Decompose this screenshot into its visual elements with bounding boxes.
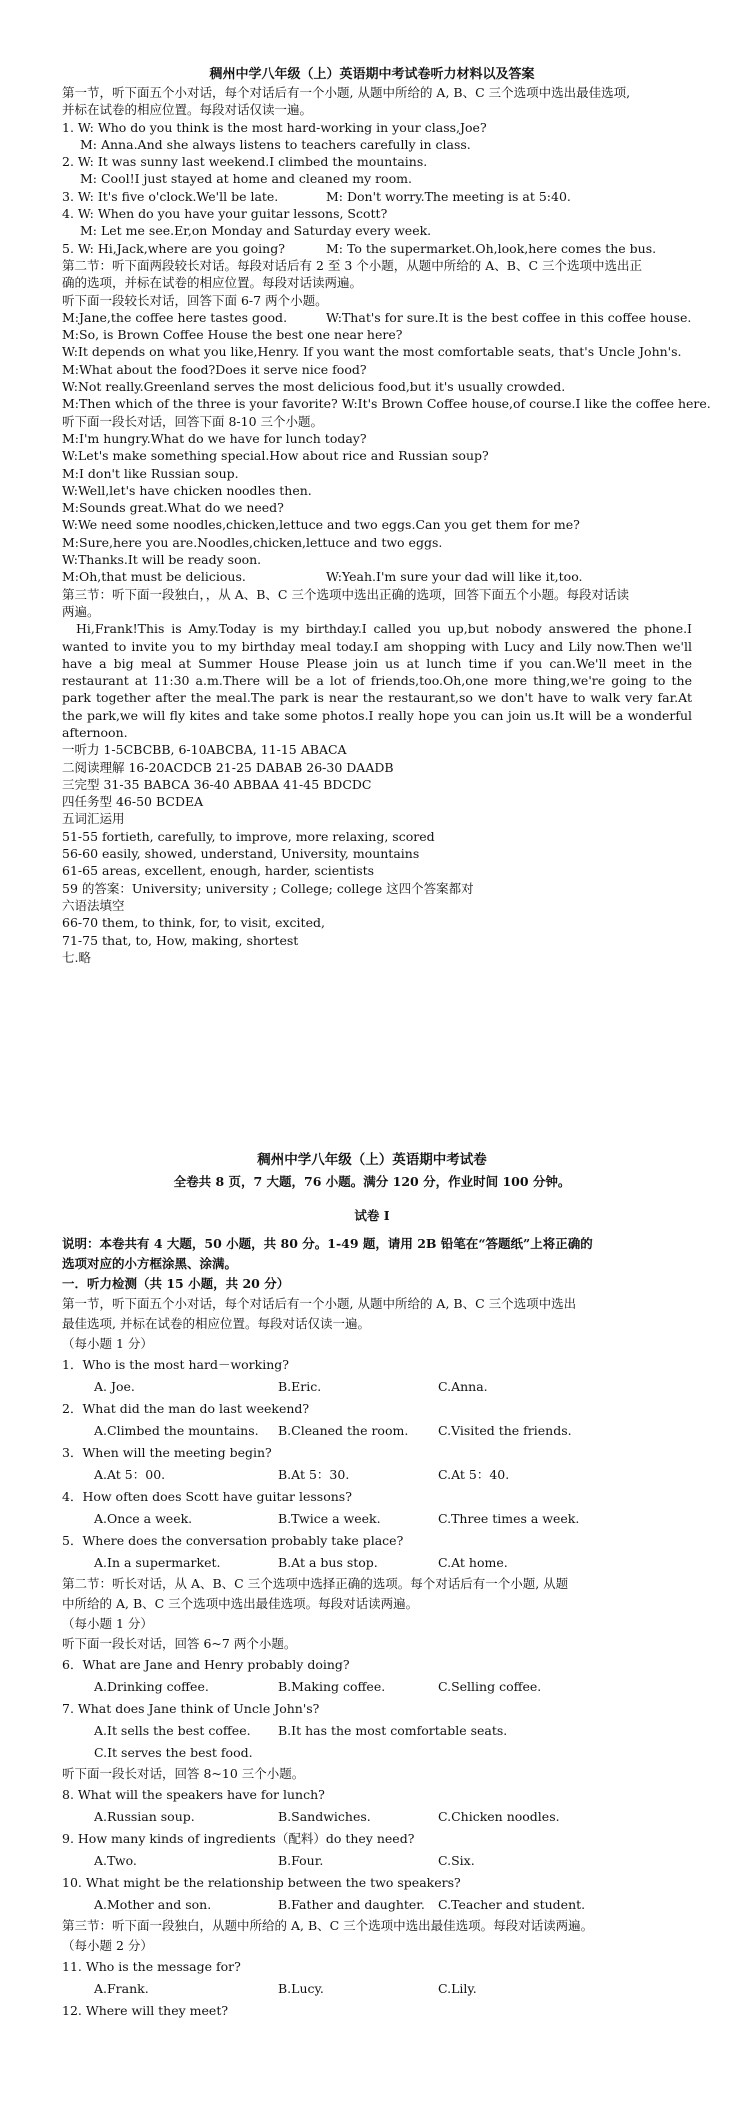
question-text: 11. Who is the message for?	[62, 1959, 241, 1974]
option-c[interactable]: C.Lily.	[438, 1981, 477, 1996]
option-a[interactable]: A.Russian soup.	[94, 1809, 195, 1824]
paper-label: 试卷 I	[354, 1208, 390, 1223]
question-text: 2．What did the man do last weekend?	[62, 1401, 310, 1416]
question-text: 7. What does Jane think of Uncle John's?	[62, 1701, 320, 1716]
question-text: 1．Who is the most hard－working?	[62, 1357, 289, 1372]
dialogue-line: W:Thanks.It will be ready soon.	[62, 552, 262, 568]
monologue-text: Hi,Frank!This is Amy.Today is my birthday.I called you up,but nobody answered the phone.I wanted to invite you to my birthday meal today.I am shopping with Lucy and Lily now.Then we'll have a big meal at Summer House Please join us at lunch time if you can.We'll meet in the restaurant at 11:30 a.m.There will be a lot of friends,too.Oh,one more thing,we're going to the park together after the meal.The park is near the restaurant,so we don't have to walk very far.At the park,we will fly kites and take some photos.I really hope you can join us.It will be a wonderful afternoon.	[62, 621, 692, 740]
option-a[interactable]: A.Climbed the mountains.	[94, 1423, 259, 1438]
dialogue-m: M:Oh,that must be delicious.	[62, 569, 246, 585]
exam-page	[0, 1148, 744, 2022]
dialogue-line: 1. W: Who do you think is the most hard-working in your class,Joe?	[62, 119, 487, 135]
answer-line: 二阅读理解 16-20ACDCB 21-25 DABAB 26-30 DAADB	[62, 759, 394, 775]
question-text: 4．How often does Scott have guitar lessons?	[62, 1489, 352, 1504]
dialogue-line: M: Cool!I just stayed at home and cleaned my room.	[80, 171, 412, 187]
option-c[interactable]: C.Chicken noodles.	[438, 1809, 560, 1824]
text-line: 第三节：听下面一段独白，，从 A、B、C 三个选项中选出正确的选项，回答下面五个小题。每段对话读	[62, 586, 629, 602]
option-c[interactable]: C.Six.	[438, 1853, 475, 1868]
option-c[interactable]: C.Teacher and student.	[438, 1897, 586, 1912]
question-text: 12. Where will they meet?	[62, 2003, 229, 2018]
text-line: 确的选项，并标在试卷的相应位置。每段对话读两遍。	[62, 275, 363, 291]
text-line: 两遍。	[62, 603, 100, 619]
dialogue-line: W:Not really.Greenland serves the most delicious food,but it's usually crowded.	[62, 379, 566, 395]
text-line: （每小题 2 分）	[62, 1938, 153, 1953]
dialogue-line	[62, 309, 692, 326]
options-row	[94, 1720, 744, 1742]
dialogue-line	[62, 188, 692, 205]
options-row	[94, 1806, 744, 1828]
text-line: 听下面一段长对话，回答下面 8-10 三个小题。	[62, 413, 324, 429]
dialogue-m: M: To the supermarket.Oh,look,here comes the bus.	[326, 240, 657, 256]
dialogue-w: 3. W: It's five o'clock.We'll be late.	[62, 188, 279, 204]
option-b[interactable]: B.At 5：30.	[278, 1467, 350, 1482]
option-b[interactable]: B.Father and daughter.	[278, 1897, 425, 1912]
options-row	[94, 1676, 744, 1698]
dialogue-line: W:Well,let's have chicken noodles then.	[62, 482, 312, 498]
option-a[interactable]: A.Once a week.	[94, 1511, 193, 1526]
option-b[interactable]: B.Twice a week.	[278, 1511, 381, 1526]
answer-line: 六语法填空	[62, 897, 125, 913]
question-text: 6．What are Jane and Henry probably doing?	[62, 1657, 350, 1672]
options-row	[94, 1508, 744, 1530]
text-line: 第二节：听长对话，从 A、B、C 三个选项中选择正确的选项。每个对话后有一个小题, 从题	[62, 1576, 569, 1591]
option-a[interactable]: A.Drinking coffee.	[94, 1679, 209, 1694]
option-b[interactable]: B.Four.	[278, 1853, 324, 1868]
dialogue-line: 2. W: It was sunny last weekend.I climbed the mountains.	[62, 154, 428, 170]
answer-line: 71-75 that, to, How, making, shortest	[62, 932, 299, 948]
answer-line: 51-55 fortieth, carefully, to improve, more relaxing, scored	[62, 828, 435, 844]
dialogue-m: M: Don't worry.The meeting is at 5:40.	[326, 188, 571, 204]
text-line: 最佳选项, 并标在试卷的相应位置。每段对话仅读一遍。	[62, 1316, 370, 1331]
text-line: 第二节：听下面两段较长对话。每段对话后有 2 至 3 个小题，从题中所给的 A、B、C 三个选项中选出正	[62, 257, 643, 273]
text-line: 第三节：听下面一段独白，从题中所给的 A, B、C 三个选项中选出最佳选项。每段对话读两遍。	[62, 1918, 594, 1933]
answer-line: 56-60 easily, showed, understand, University, mountains	[62, 846, 420, 862]
question-list	[0, 1354, 744, 1574]
answer-line: 五词汇运用	[62, 811, 125, 827]
dialogue-line: W:Let's make something special.How about rice and Russian soup?	[62, 448, 489, 464]
instructions: 选项对应的小方框涂黑、涂满。	[62, 1256, 238, 1271]
question-text: 3．When will the meeting begin?	[62, 1445, 272, 1460]
option-a[interactable]: A.Frank.	[94, 1981, 149, 1996]
text-line: 听下面一段长对话，回答 8~10 三个小题。	[62, 1766, 305, 1781]
option-b[interactable]: B.It has the most comfortable seats.	[278, 1723, 508, 1738]
dialogue-m: M:Jane,the coffee here tastes good.	[62, 309, 288, 325]
answer-line: 59 的答案：University; university ; College; college 这四个答案都对	[62, 880, 474, 896]
text-line: 中所给的 A, B、C 三个选项中选出最佳选项。每段对话读两遍。	[62, 1596, 419, 1611]
dialogue-line: M:What about the food?Does it serve nice food?	[62, 361, 367, 377]
dialogue-line: M:Sure,here you are.Noodles,chicken,lettuce and two eggs.	[62, 534, 443, 550]
options-row	[94, 1420, 744, 1442]
exam-title: 稠州中学八年级（上）英语期中考试卷	[257, 1152, 487, 1168]
dialogue-line: 4. W: When do you have your guitar lessons, Scott?	[62, 206, 388, 222]
option-c[interactable]: C.Anna.	[438, 1379, 488, 1394]
answer-line: 61-65 areas, excellent, enough, harder, scientists	[62, 863, 375, 879]
option-b[interactable]: B.Making coffee.	[278, 1679, 386, 1694]
dialogue-line: M: Let me see.Er,on Monday and Saturday every week.	[80, 223, 432, 239]
text-line: 并标在试卷的相应位置。每段对话仅读一遍。	[62, 102, 313, 118]
option-c[interactable]: C.Selling coffee.	[438, 1679, 542, 1694]
dialogue-line	[62, 568, 692, 585]
options-row	[94, 1978, 744, 2000]
answer-key-page	[0, 66, 744, 966]
option-c[interactable]: C.Visited the friends.	[438, 1423, 572, 1438]
instructions: 说明：本卷共有 4 大题，50 小题，共 80 分。1-49 题，请用 2B 铅笔在“答题纸”上将正确的	[62, 1236, 593, 1251]
text-line: 听下面一段较长对话，回答下面 6-7 两个小题。	[62, 292, 328, 308]
text-line: 听下面一段长对话，回答 6~7 两个小题。	[62, 1636, 297, 1651]
dialogue-line: W:We need some noodles,chicken,lettuce and two eggs.Can you get them for me?	[62, 517, 580, 533]
option-b[interactable]: B.At a bus stop.	[278, 1555, 378, 1570]
option-a[interactable]: A.In a supermarket.	[94, 1555, 221, 1570]
dialogue-line: M:Then which of the three is your favorite? W:It's Brown Coffee house,of course.I like the coffee here.	[62, 396, 711, 412]
options-row	[94, 1850, 744, 1872]
question-list	[0, 1784, 744, 1916]
option-a[interactable]: A.At 5：00.	[94, 1467, 166, 1482]
dialogue-line: M: Anna.And she always listens to teachers carefully in class.	[80, 136, 471, 152]
question-text: 5．Where does the conversation probably take place?	[62, 1533, 404, 1548]
dialogue-w: W:That's for sure.It is the best coffee in this coffee house.	[326, 309, 692, 325]
text-line: 第一节，听下面五个小对话，每个对话后有一个小题, 从题中所给的 A, B、C 三个选项中选出最佳选项,	[62, 85, 631, 100]
option-a[interactable]: A.It sells the best coffee.	[94, 1723, 251, 1738]
option-b[interactable]: B.Sandwiches.	[278, 1809, 371, 1824]
dialogue-w: 5. W: Hi,Jack,where are you going?	[62, 240, 285, 256]
dialogue-line: W:It depends on what you like,Henry. If you want the most comfortable seats, that's Uncle John's.	[62, 344, 682, 360]
option-c[interactable]: C.At home.	[438, 1555, 508, 1570]
question-text: 8. What will the speakers have for lunch?	[62, 1787, 325, 1802]
answer-line: 一听力 1-5CBCBB, 6-10ABCBA, 11-15 ABACA	[62, 742, 347, 758]
question-text: 9. How many kinds of ingredients（配料）do they need?	[62, 1831, 415, 1846]
options-row	[94, 1552, 744, 1574]
options-row	[94, 1742, 744, 1764]
question-text: 10. What might be the relationship between the two speakers?	[62, 1875, 461, 1890]
option-c[interactable]: C.Three times a week.	[438, 1511, 580, 1526]
option-a[interactable]: A.Mother and son.	[94, 1897, 212, 1912]
answer-line: 七.略	[62, 949, 91, 965]
exam-subtitle: 全卷共 8 页，7 大题，76 小题。满分 120 分，作业时间 100 分钟。	[173, 1174, 571, 1189]
option-b[interactable]: B.Cleaned the room.	[278, 1423, 409, 1438]
option-c[interactable]: C.At 5：40.	[438, 1467, 510, 1482]
dialogue-line: M:I'm hungry.What do we have for lunch today?	[62, 430, 367, 446]
option-a[interactable]: A. Joe.	[94, 1379, 135, 1394]
dialogue-line: M:I don't like Russian soup.	[62, 465, 239, 481]
page-title: 稠州中学八年级（上）英语期中考试卷听力材料以及答案	[209, 67, 535, 82]
options-row	[94, 1376, 744, 1398]
option-b[interactable]: B.Eric.	[278, 1379, 322, 1394]
answer-line: 三完型 31-35 BABCA 36-40 ABBAA 41-45 BDCDC	[62, 776, 372, 792]
option-b[interactable]: B.Lucy.	[278, 1981, 324, 1996]
dialogue-w: W:Yeah.I'm sure your dad will like it,too.	[326, 569, 583, 585]
answer-line: 66-70 them, to think, for, to visit, excited,	[62, 915, 325, 931]
option-a[interactable]: A.Two.	[94, 1853, 137, 1868]
section-heading: 一．听力检测（共 15 小题，共 20 分）	[62, 1276, 290, 1291]
monologue-paragraph	[62, 620, 692, 741]
dialogue-line: M:So, is Brown Coffee House the best one near here?	[62, 327, 403, 343]
answer-line: 四任务型 46-50 BCDEA	[62, 794, 204, 810]
text-line: （每小题 1 分）	[62, 1336, 153, 1351]
text-line: 第一节，听下面五个小对话，每个对话后有一个小题, 从题中所给的 A, B、C 三个选项中选出	[62, 1296, 577, 1311]
dialogue-line	[62, 240, 692, 257]
options-row	[94, 1894, 744, 1916]
dialogue-line: M:Sounds great.What do we need?	[62, 500, 284, 516]
options-row	[94, 1464, 744, 1486]
option-c[interactable]: C.It serves the best food.	[94, 1745, 253, 1760]
text-line: （每小题 1 分）	[62, 1616, 153, 1631]
